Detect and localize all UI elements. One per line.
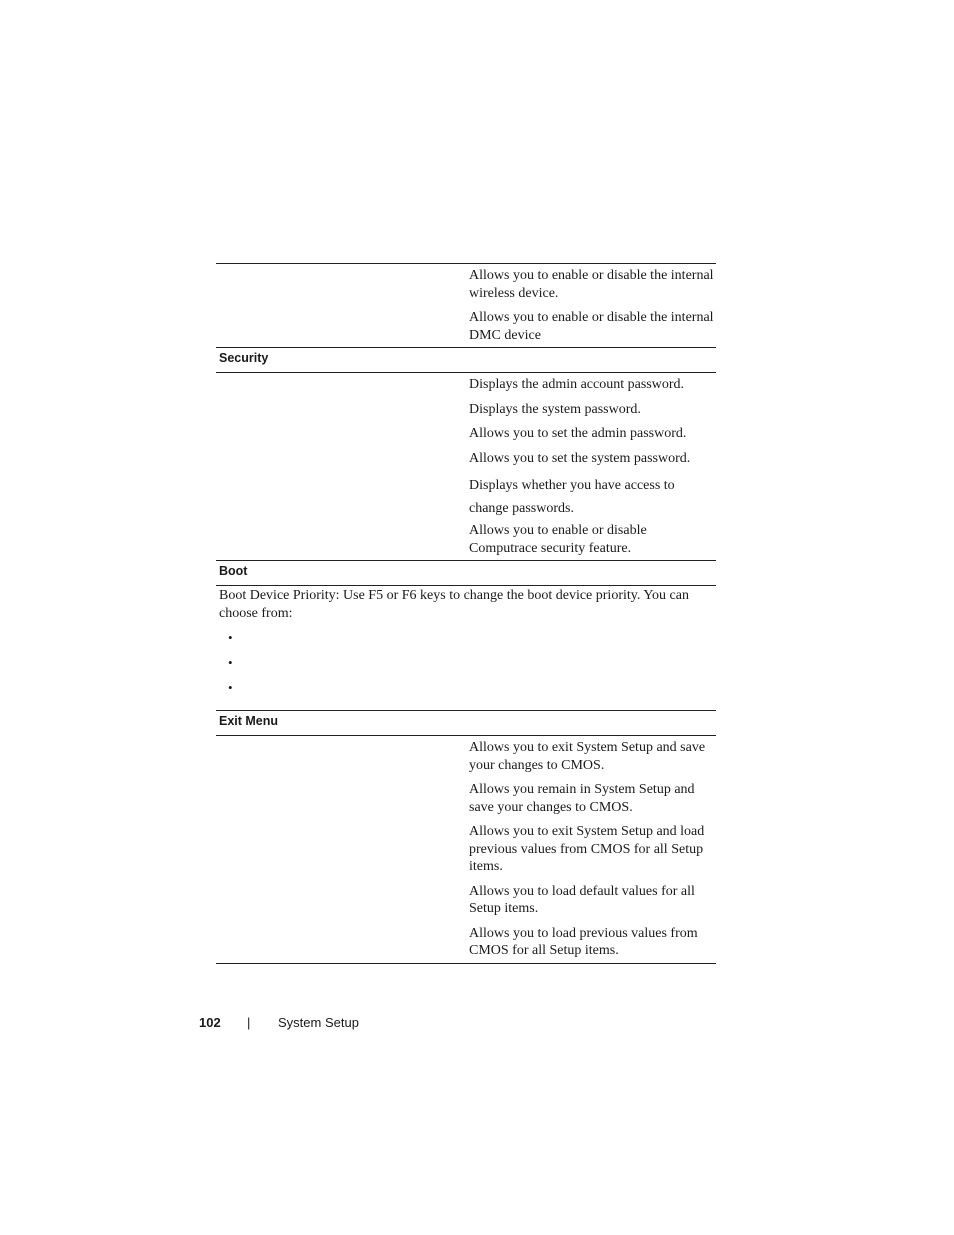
description-text: Allows you to exit System Setup and save your changes to CMOS.: [469, 740, 706, 773]
description-text: Allows you to load default values for all Setup items.: [469, 883, 695, 916]
description-text: Allows you to enable or disable the internal DMC device: [469, 310, 714, 343]
description-text: Allows you to set the system password.: [469, 450, 691, 466]
boot-priority-paragraph: Boot Device Priority: Use F5 or F6 keys to change the boot device priority. You can choose from:: [219, 588, 689, 621]
exit-descriptions: [216, 735, 716, 964]
bullet-icon: •: [228, 655, 233, 670]
description-text: Allows you to set the admin password.: [469, 426, 687, 441]
settings-table: [216, 263, 716, 964]
description-text: Allows you remain in System Setup and save your changes to CMOS.: [469, 782, 695, 815]
section-heading-boot: Boot: [216, 560, 716, 585]
description-text: Allows you to enable or disable the internal wireless device.: [469, 268, 714, 301]
description-text: Allows you to load previous values from CMOS for all Setup items.: [469, 925, 698, 958]
description-text: Displays the system password.: [469, 401, 641, 417]
chapter-title: System Setup: [278, 1015, 359, 1030]
bullet-icon: •: [228, 680, 233, 695]
description-text: Allows you to enable or disable Computrace security feature.: [469, 523, 647, 556]
boot-device-list: [219, 627, 716, 702]
list-item: [219, 652, 716, 677]
list-item: [219, 627, 716, 652]
page-number: 102: [199, 1015, 221, 1030]
list-item: [219, 677, 716, 702]
security-descriptions: [216, 372, 716, 560]
section-heading-security: Security: [216, 347, 716, 372]
description-text: Displays whether you have access to change passwords.: [469, 478, 675, 516]
description-text: Displays the admin account password.: [469, 377, 685, 392]
section-heading-exit-menu: Exit Menu: [216, 710, 716, 735]
description-text: Allows you to exit System Setup and load previous values from CMOS for all Setup items.: [469, 824, 705, 874]
wireless-descriptions: [216, 263, 716, 347]
footer-separator: |: [247, 1015, 251, 1030]
bullet-icon: •: [228, 630, 233, 645]
boot-description: [216, 585, 716, 710]
